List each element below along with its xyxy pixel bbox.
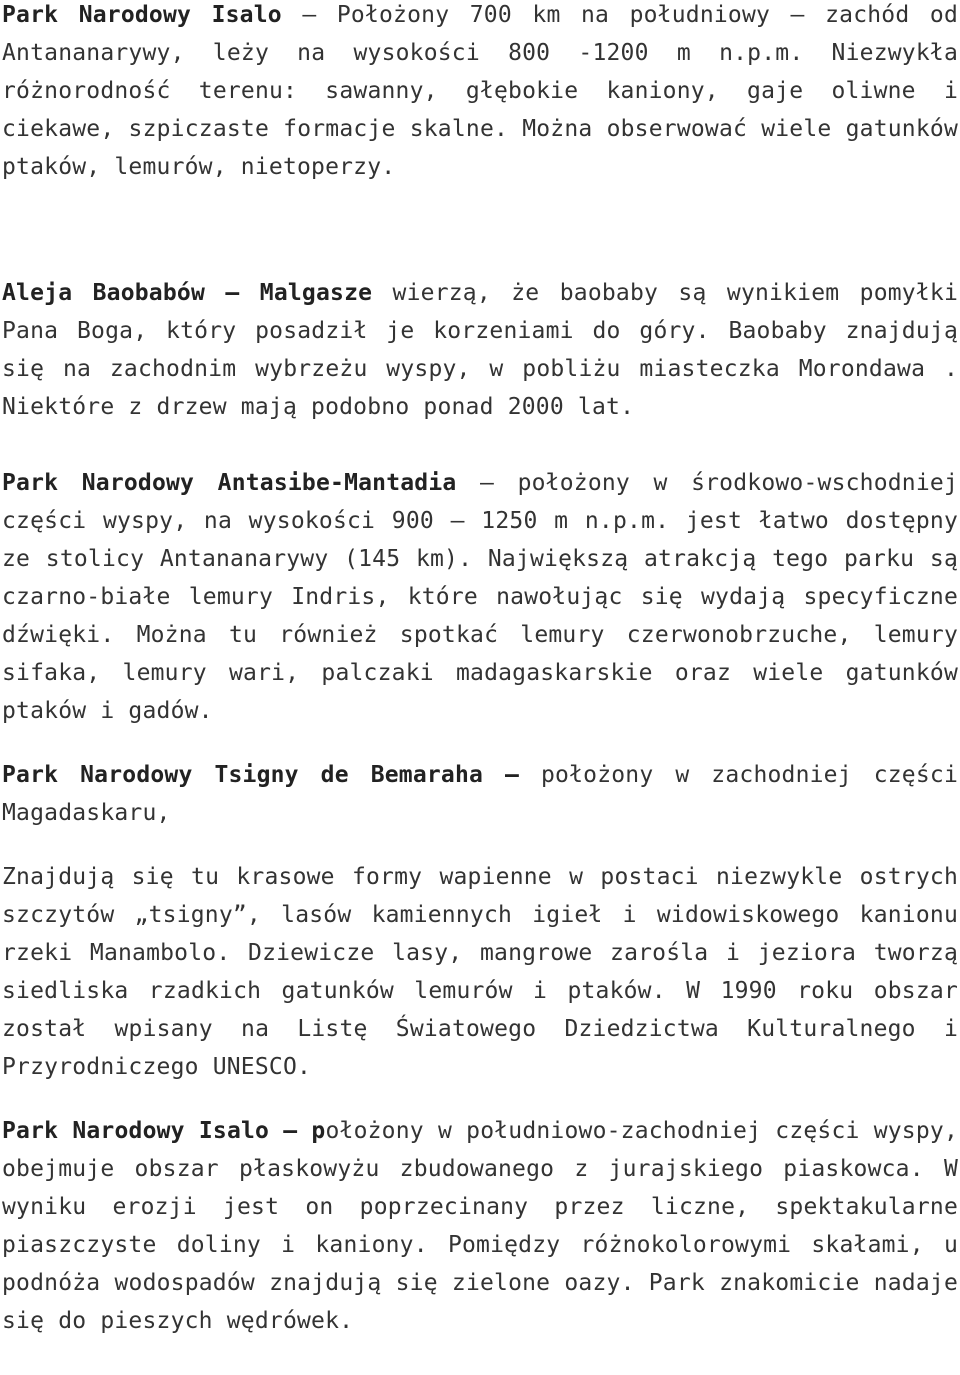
paragraph-isalo-intro [2, 0, 958, 186]
paragraph-text: – Położony 700 km na południowy – zachód od Antananarywy, leży na wysokości 800 -1200 m n.p.m. Niezwykła różnorodność terenu: sawanny, głębokie kaniony, gaje oliwne i ciekawe, szpiczaste formacje skalne. Można obserwować wiele gatunków ptaków, lemurów, nietoperzy. [2, 2, 958, 180]
paragraph-text: Znajdują się tu krasowe formy wapienne w postaci niezwykle ostrych szczytów „tsigny”, lasów kamiennych igieł i widowiskowego kanionu rzeki Manambolo. Dziewicze lasy, mangrowe zarośla i jeziora tworzą siedliska rzadkich gatunków lemurów i ptaków. W 1990 roku obszar został wpisany na Listę Światowego Dziedzictwa Kulturalnego i Przyrodniczego UNESCO. [2, 864, 958, 1080]
paragraph-title: Park Narodowy Tsigny de Bemaraha – [2, 762, 520, 788]
paragraph-title: Park Narodowy Antasibe-Mantadia [2, 470, 457, 496]
paragraph-text: ołożony w południowo-zachodniej części wyspy, obejmuje obszar płaskowyżu zbudowanego z jurajskiego piaskowca. W wyniku erozji jest on poprzecinany przez liczne, spektakularne piaszczyste doliny i kaniony. Pomiędzy różnokolorowymi skałami, u podnóża wodospadów znajdują się zielone oazy. Park znakomicie nadaje się do pieszych wędrówek. [2, 1118, 958, 1334]
paragraph-text: – położony w środkowo-wschodniej części wyspy, na wysokości 900 – 1250 m n.p.m. jest łatwo dostępny ze stolicy Antananarywy (145 km). Największą atrakcją tego parku są czarno-białe lemury Indris, które nawołując się wydają specyficzne dźwięki. Można tu również spotkać lemury czerwonobrzuche, lemury sifaka, lemury wari, palczaki madagaskarskie oraz wiele gatunków ptaków i gadów. [2, 470, 958, 724]
paragraph-title: Park Narodowy Isalo – p [2, 1118, 326, 1144]
paragraph-text: wierzą, że baobaby są wynikiem pomyłki Pana Boga, który posadził je korzeniami do góry. Baobaby znajdują się na zachodnim wybrzeżu wyspy, w pobliżu miasteczka Morondawa . Niektóre z drzew mają podobno ponad 2000 lat. [2, 280, 958, 420]
paragraph-tsigny-details [2, 858, 958, 1086]
paragraph-text: położony w zachodniej części Magadaskaru, [2, 762, 958, 826]
paragraph-title: Aleja Baobabów – Malgasze [2, 280, 373, 306]
paragraph-title: Park Narodowy Isalo [2, 2, 282, 28]
paragraph-baobab-alley [2, 274, 958, 426]
paragraph-tsigny [2, 756, 958, 832]
paragraph-isalo-details [2, 1112, 958, 1340]
paragraph-antasibe [2, 464, 958, 730]
